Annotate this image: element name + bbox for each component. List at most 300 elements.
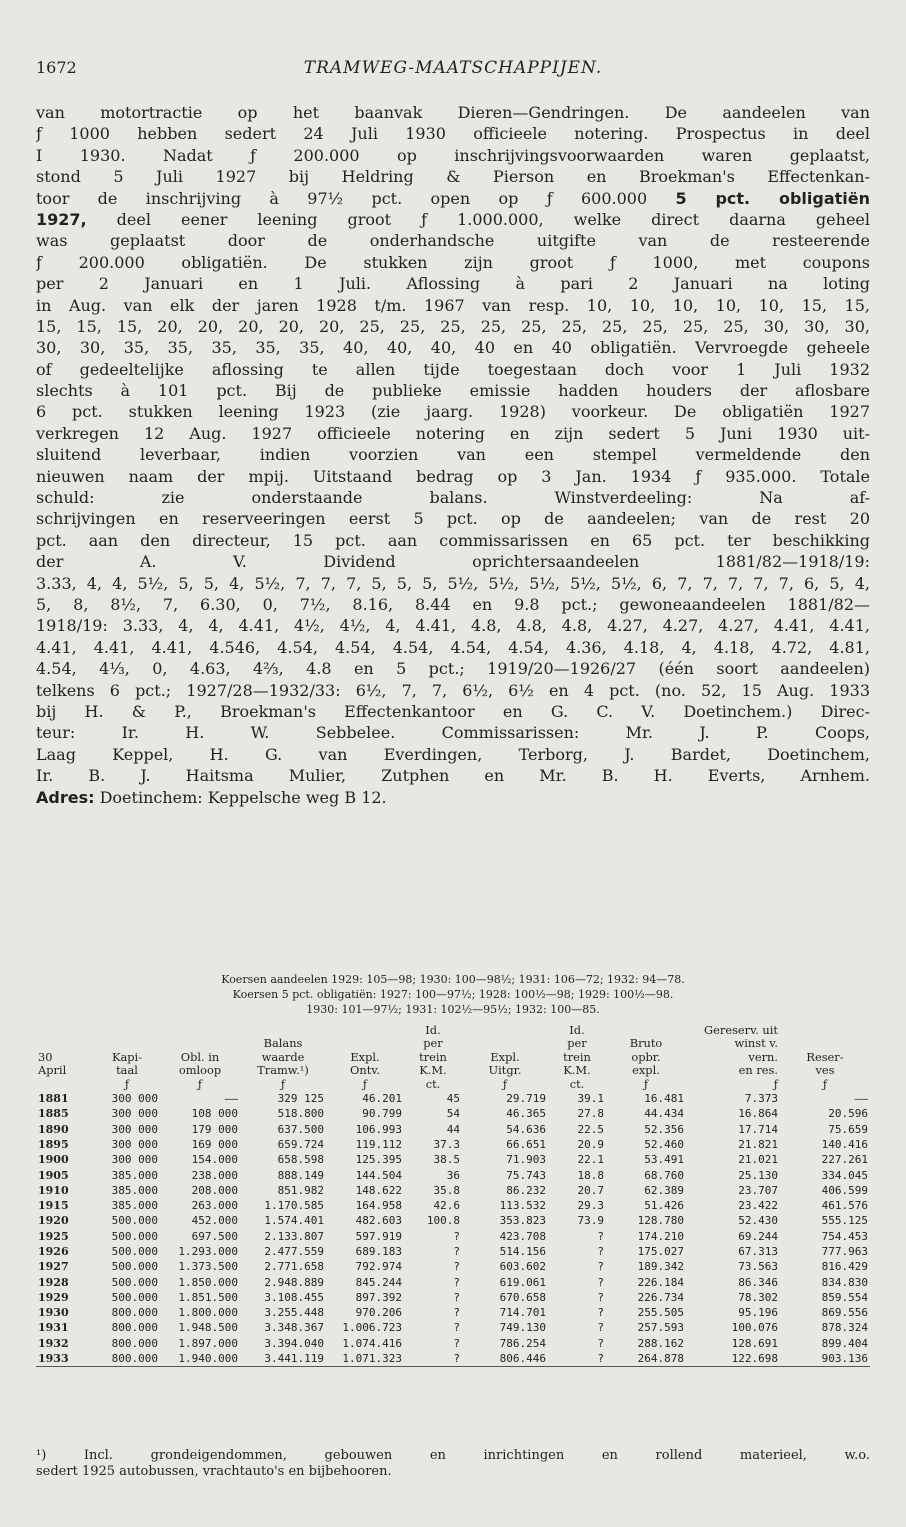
table-cell: 75.743 <box>506 1168 546 1182</box>
table-cell: 164.958 <box>355 1199 402 1213</box>
column-header: trein <box>563 1050 591 1064</box>
table-cell: 406.599 <box>821 1183 868 1197</box>
table-cell: 300 000 <box>111 1122 158 1136</box>
table-cell: 3.441.119 <box>240 1351 326 1367</box>
column-header <box>326 1024 404 1037</box>
page-number: 1672 <box>36 58 77 77</box>
column-header <box>462 1037 548 1050</box>
footnote <box>36 1448 870 1480</box>
year-cell: 1929 <box>38 1290 69 1304</box>
table-cell: 108 000 <box>191 1107 238 1121</box>
text-line: slechts à 101 pct. Bij de publieke emissie hadden houders der aflosbare <box>36 381 870 401</box>
table-cell: 816.429 <box>821 1260 868 1274</box>
column-header: K.M. <box>563 1064 591 1078</box>
table-cell: 423.708 <box>499 1229 546 1243</box>
statistics-table <box>36 1024 870 1367</box>
column-header: ct. <box>425 1077 441 1091</box>
column-header <box>94 1037 160 1050</box>
table-cell: 227.261 <box>821 1153 868 1167</box>
text-line: der A. V. Dividend oprichtersaandeelen 1881/82—1918/19: <box>36 552 870 572</box>
table-cell: 385.000 <box>111 1168 158 1182</box>
table-cell: 148.622 <box>355 1183 402 1197</box>
text-line: teur: Ir. H. W. Sebbelee. Commissarissen: Mr. J. P. Coops, <box>36 723 870 743</box>
table-cell: 3.108.455 <box>264 1290 324 1304</box>
table-cell: 86.346 <box>738 1275 778 1289</box>
column-header: Ontv. <box>350 1064 380 1078</box>
table-cell: 353.823 <box>499 1214 546 1228</box>
table-cell: 851.982 <box>277 1183 324 1197</box>
table-cell: 263.000 <box>191 1199 238 1213</box>
table-cell: 100.8 <box>426 1214 460 1228</box>
table-cell: 970.206 <box>355 1306 402 1320</box>
table-cell: 3.348.367 <box>264 1321 324 1335</box>
body-text <box>36 102 870 808</box>
year-cell: 1933 <box>36 1351 94 1367</box>
table-cell: 238.000 <box>191 1168 238 1182</box>
column-header <box>780 1024 870 1037</box>
table-cell: 689.183 <box>355 1245 402 1258</box>
table-cell: 128.780 <box>637 1214 684 1228</box>
text-segment: deel eener leening groot ƒ 1.000.000, welke direct daarna geheel <box>116 209 870 229</box>
table-cell: 255.505 <box>637 1306 684 1320</box>
address-line <box>36 787 870 808</box>
table-row <box>36 1259 870 1274</box>
column-header: Bruto <box>629 1037 663 1051</box>
table-cell: 1.800.000 <box>178 1306 238 1320</box>
table-row <box>36 1244 870 1259</box>
table-cell: 300 000 <box>111 1137 158 1151</box>
table-row <box>36 1198 870 1213</box>
column-header: Id. <box>425 1024 441 1037</box>
table-cell: 800.000 <box>111 1336 158 1350</box>
table-cell: 514.156 <box>499 1245 546 1258</box>
table-cell: 670.658 <box>499 1290 546 1304</box>
table-cell: 54.636 <box>506 1122 546 1136</box>
column-header: vern. <box>748 1050 778 1064</box>
table-cell: 518.800 <box>277 1107 324 1121</box>
table-cell: 20.7 <box>577 1183 604 1197</box>
table-cell: ? <box>597 1245 604 1258</box>
table-cell: 17.714 <box>738 1122 778 1136</box>
text-segment: toor de inschrijving à 97½ pct. open op ƒ 600.000 <box>36 188 648 208</box>
table-cell: 845.244 <box>355 1275 402 1289</box>
table-cell: 16.481 <box>644 1092 684 1106</box>
table-cell: 174.210 <box>637 1229 684 1243</box>
page-header <box>36 58 870 88</box>
column-header: Expl. <box>490 1050 520 1064</box>
table-cell: 22.5 <box>577 1122 604 1136</box>
table-cell: 869.556 <box>821 1306 868 1320</box>
table-cell: ? <box>453 1321 460 1335</box>
table-cell: ? <box>453 1290 460 1304</box>
table-cell: 68.760 <box>644 1168 684 1182</box>
year-cell: 1910 <box>38 1183 69 1197</box>
table-cell: 300 000 <box>111 1153 158 1167</box>
table-row <box>36 1091 870 1106</box>
column-header <box>780 1037 870 1050</box>
table-row <box>36 1106 870 1121</box>
table-cell: 264.878 <box>606 1351 686 1367</box>
table-cell: 21.021 <box>738 1153 778 1167</box>
table-cell: ? <box>548 1351 606 1367</box>
column-header: winst v. <box>734 1037 778 1051</box>
table-body <box>36 1091 870 1367</box>
text-line: 1918/19: 3.33, 4, 4, 4.41, 4½, 4½, 4, 4.41, 4.8, 4.8, 4.8, 4.27, 4.27, 4.27, 4.41, 4.41, <box>36 616 870 636</box>
table-cell: 658.598 <box>277 1153 324 1167</box>
table-cell: 16.864 <box>738 1107 778 1121</box>
table-row <box>36 1336 870 1351</box>
table-cell: 300 000 <box>111 1092 158 1106</box>
table-cell: 29.3 <box>577 1199 604 1213</box>
year-cell: 1930 <box>38 1306 69 1320</box>
address-text: Doetinchem: Keppelsche weg B 12. <box>99 787 387 807</box>
table-cell: 897.392 <box>355 1290 402 1304</box>
table-cell: 44 <box>446 1122 460 1136</box>
table-cell: 23.422 <box>738 1199 778 1213</box>
table-cell: 42.6 <box>433 1199 460 1213</box>
table-cell: 62.389 <box>644 1183 684 1197</box>
column-header: Expl. <box>350 1050 380 1064</box>
table-cell: 482.603 <box>355 1214 402 1228</box>
year-cell: 1885 <box>38 1107 69 1121</box>
table-cell: 500.000 <box>111 1214 158 1228</box>
table-cell: 1.293.000 <box>178 1245 238 1258</box>
year-cell: 1925 <box>38 1229 69 1243</box>
table-cell: 1.940.000 <box>160 1351 240 1367</box>
table-cell: 749.130 <box>499 1321 546 1335</box>
text-line: schuld: zie onderstaande balans. Winstverdeeling: Na af- <box>36 488 870 508</box>
year-cell: 1881 <box>38 1092 69 1106</box>
year-cell: 1890 <box>38 1122 69 1136</box>
table-row <box>36 1213 870 1228</box>
table-cell: —— <box>854 1092 868 1106</box>
table-cell: 44.434 <box>644 1107 684 1121</box>
text-line: ƒ 200.000 obligatiën. De stukken zijn groot ƒ 1000, met coupons <box>36 252 870 272</box>
table-cell: 603.602 <box>499 1260 546 1274</box>
table-cell: 2.948.889 <box>264 1275 324 1289</box>
column-header: April <box>38 1064 67 1078</box>
table-cell: 52.430 <box>738 1214 778 1228</box>
text-line: verkregen 12 Aug. 1927 officieele notering en zijn sedert 5 Juni 1930 uit- <box>36 423 870 443</box>
table-cell: 1.850.000 <box>178 1275 238 1289</box>
table-cell: 125.395 <box>355 1153 402 1167</box>
table-cell: ? <box>597 1336 604 1350</box>
column-header <box>462 1024 548 1037</box>
table-cell: 637.500 <box>277 1122 324 1136</box>
table-cell: 119.112 <box>355 1137 402 1151</box>
column-header: ƒ <box>773 1077 778 1091</box>
column-header: omloop <box>178 1064 222 1078</box>
column-header: ƒ <box>643 1077 649 1091</box>
table-cell: 27.8 <box>577 1107 604 1121</box>
column-header: Obl. in <box>180 1050 220 1064</box>
column-header: trein <box>419 1050 447 1064</box>
table-cell: 288.162 <box>637 1336 684 1350</box>
table-cell: 78.302 <box>738 1290 778 1304</box>
column-header <box>36 1037 94 1050</box>
text-line: sluitend leverbaar, indien voorzien van een stempel vermeldende den <box>36 445 870 465</box>
text-line: 3.33, 4, 4, 5½, 5, 5, 4, 5½, 7, 7, 7, 5, 5, 5, 5½, 5½, 5½, 5½, 5½, 6, 7, 7, 7, 7, 7, 6, 5, 4, <box>36 573 870 593</box>
text-line: 30, 30, 35, 35, 35, 35, 35, 40, 40, 40, 40 en 40 obligatiën. Vervroegde geheele <box>36 338 870 358</box>
table-cell: 500.000 <box>111 1290 158 1304</box>
table-cell: 189.342 <box>637 1260 684 1274</box>
table-cell: 140.416 <box>821 1137 868 1151</box>
table-cell: 29.719 <box>506 1092 546 1106</box>
column-header: ƒ <box>362 1077 368 1091</box>
column-header: ƒ <box>502 1077 508 1091</box>
bond-year: 1927, <box>36 209 87 229</box>
column-header: Balans <box>263 1037 303 1051</box>
table-cell: 73.9 <box>577 1214 604 1228</box>
table-cell: 35.8 <box>433 1183 460 1197</box>
table-cell: 1.373.500 <box>178 1260 238 1274</box>
table-cell: 46.201 <box>362 1092 402 1106</box>
table-cell: 619.061 <box>499 1275 546 1289</box>
column-header <box>240 1024 326 1037</box>
column-header <box>160 1037 240 1050</box>
table-cell: ? <box>404 1351 462 1367</box>
text-line: bij H. & P., Broekman's Effectenkantoor en G. C. V. Doetinchem.) Direc- <box>36 701 870 721</box>
table-cell: 800.000 <box>111 1321 158 1335</box>
text-line: stond 5 Juli 1927 bij Heldring & Pierson en Broekman's Effectenkan- <box>36 167 870 187</box>
column-header: expl. <box>632 1064 660 1078</box>
table-cell: 1.948.500 <box>178 1321 238 1335</box>
table-cell: 106.993 <box>355 1122 402 1136</box>
table-cell: 385.000 <box>111 1199 158 1213</box>
table-cell: 7.373 <box>744 1092 778 1106</box>
column-header: ƒ <box>822 1077 828 1091</box>
table-cell: 754.453 <box>821 1229 868 1243</box>
table-row <box>36 1137 870 1152</box>
column-header: waarde <box>261 1050 305 1064</box>
table-cell: 113.532 <box>499 1199 546 1213</box>
table-cell: 1.074.416 <box>342 1336 402 1350</box>
table-cell: 100.076 <box>731 1321 778 1335</box>
table-row <box>36 1229 870 1244</box>
table-cell: ? <box>597 1260 604 1274</box>
footnote-line: ¹) Incl. grondeigendommen, gebouwen en inrichtingen en rollend materieel, w.o. <box>36 1448 870 1463</box>
table-cell: 385.000 <box>111 1183 158 1197</box>
table-cell: 1.897.000 <box>178 1336 238 1350</box>
column-header: taal <box>116 1064 138 1078</box>
table-cell: 800.000 <box>111 1306 158 1320</box>
column-header: ves <box>815 1064 835 1078</box>
table-cell: 39.1 <box>577 1092 604 1106</box>
table-cell: 226.184 <box>637 1275 684 1289</box>
year-cell: 1900 <box>38 1153 69 1167</box>
table-cell: 20.9 <box>577 1137 604 1151</box>
text-line: 4.41, 4.41, 4.41, 4.546, 4.54, 4.54, 4.54, 4.54, 4.54, 4.36, 4.18, 4, 4.18, 4.72, 4.81, <box>36 637 870 657</box>
table-cell: ? <box>597 1229 604 1243</box>
text-line: 15, 15, 15, 20, 20, 20, 20, 20, 25, 25, 25, 25, 25, 25, 25, 25, 25, 25, 30, 30, 30, <box>36 316 870 336</box>
table-cell: 21.821 <box>738 1137 778 1151</box>
table-cell: 792.974 <box>355 1260 402 1274</box>
table-cell: ? <box>453 1260 460 1274</box>
table-header-row <box>36 1024 870 1037</box>
column-header: K.M. <box>419 1064 447 1078</box>
text-line: Ir. B. J. Haitsma Mulier, Zutphen en Mr. B. H. Everts, Arnhem. <box>36 766 870 786</box>
table-cell: ? <box>453 1229 460 1243</box>
running-title: TRAMWEG-MAATSCHAPPIJEN. <box>303 58 603 78</box>
table-cell: ? <box>597 1321 604 1335</box>
year-cell: 1905 <box>38 1168 69 1182</box>
table-cell: 500.000 <box>111 1260 158 1274</box>
table-cell: 95.196 <box>738 1306 778 1320</box>
table-cell: 128.691 <box>731 1336 778 1350</box>
table-cell: 46.365 <box>506 1107 546 1121</box>
table-cell: 597.919 <box>355 1229 402 1243</box>
text-line: 4.54, 4⅓, 0, 4.63, 4⅔, 4.8 en 5 pct.; 1919/20—1926/27 (één soort aandeelen) <box>36 659 870 679</box>
table-header-row <box>36 1051 870 1064</box>
table-cell: ? <box>597 1290 604 1304</box>
table-cell: 90.799 <box>362 1107 402 1121</box>
table-cell: 45 <box>446 1092 460 1106</box>
column-header <box>36 1024 94 1037</box>
column-header: ƒ <box>124 1077 130 1091</box>
column-header <box>326 1037 404 1050</box>
price-line: 1930: 101—97½; 1931: 102½—95½; 1932: 100—85. <box>306 1003 600 1016</box>
column-header <box>94 1024 160 1037</box>
table-cell: 69.244 <box>738 1229 778 1243</box>
year-cell: 1915 <box>38 1199 69 1213</box>
table-cell: ? <box>453 1245 460 1258</box>
table-cell: 66.651 <box>506 1137 546 1151</box>
table-row <box>36 1183 870 1198</box>
table-cell: 52.356 <box>644 1122 684 1136</box>
table-cell: 54 <box>446 1107 460 1121</box>
year-cell: 1931 <box>38 1321 69 1335</box>
address-label: Adres: <box>36 787 95 807</box>
year-cell: 1932 <box>38 1336 69 1350</box>
table-row <box>36 1152 870 1167</box>
column-header: en res. <box>738 1064 778 1078</box>
table-cell: 18.8 <box>577 1168 604 1182</box>
table-cell: 67.313 <box>738 1245 778 1258</box>
table-cell: 226.734 <box>637 1290 684 1304</box>
table-cell: —— <box>224 1092 238 1106</box>
column-header: Uitgr. <box>488 1064 522 1078</box>
table-cell: 329 125 <box>277 1092 324 1106</box>
table-cell: 2.133.807 <box>264 1229 324 1243</box>
table-cell: 800.000 <box>94 1351 160 1367</box>
column-header: per <box>423 1037 443 1051</box>
table-cell: 500.000 <box>111 1229 158 1243</box>
table-cell: 154.000 <box>191 1153 238 1167</box>
table-cell: 144.504 <box>355 1168 402 1182</box>
table-cell: 899.404 <box>821 1336 868 1350</box>
table-row <box>36 1122 870 1137</box>
table-cell: 334.045 <box>821 1168 868 1182</box>
column-header: Kapi- <box>111 1050 143 1064</box>
text-line: per 2 Januari en 1 Juli. Aflossing à pari 2 Januari na loting <box>36 274 870 294</box>
table-cell: ? <box>453 1275 460 1289</box>
table-cell: 452.000 <box>191 1214 238 1228</box>
table-cell: 73.563 <box>738 1260 778 1274</box>
text-line: of gedeeltelijke aflossing te allen tijde toegestaan doch voor 1 Juli 1932 <box>36 359 870 379</box>
text-line: I 1930. Nadat ƒ 200.000 op inschrijvingsvoorwaarden waren geplaatst, <box>36 145 870 165</box>
table-cell: 1.851.500 <box>178 1290 238 1304</box>
table-cell: 659.724 <box>277 1137 324 1151</box>
text-line: van motortractie op het baanvak Dieren—Gendringen. De aandeelen van <box>36 103 870 122</box>
table-cell: 834.830 <box>821 1275 868 1289</box>
table-cell: 1.574.401 <box>264 1214 324 1228</box>
table-cell: 878.324 <box>821 1321 868 1335</box>
table-cell: 25.130 <box>738 1168 778 1182</box>
table-cell: 175.027 <box>637 1245 684 1258</box>
column-header: per <box>567 1037 587 1051</box>
table-row <box>36 1305 870 1320</box>
table-cell: 1.006.723 <box>342 1321 402 1335</box>
table-row <box>36 1275 870 1290</box>
table-row <box>36 1351 870 1367</box>
text-line: telkens 6 pct.; 1927/28—1932/33: 6½, 7, 7, 6½, 6½ en 4 pct. (no. 52, 15 Aug. 1933 <box>36 680 870 700</box>
text-line <box>36 209 870 230</box>
bond-heading: 5 pct. obligatiën <box>675 188 870 208</box>
table-cell: 903.136 <box>780 1351 870 1367</box>
table-cell: 257.593 <box>637 1321 684 1335</box>
table-cell: 75.659 <box>828 1122 868 1136</box>
table-cell: 169 000 <box>191 1137 238 1151</box>
table-header-row <box>36 1037 870 1050</box>
column-header: ƒ <box>197 1077 203 1091</box>
price-line: Koersen aandeelen 1929: 105—98; 1930: 100—98½; 1931: 106—72; 1932: 94—78. <box>221 973 685 986</box>
year-cell: 1895 <box>38 1137 69 1151</box>
year-cell: 1927 <box>38 1260 69 1274</box>
column-header <box>36 1078 94 1091</box>
year-cell: 1928 <box>38 1275 69 1289</box>
table-cell: 122.698 <box>686 1351 780 1367</box>
table-cell: 71.903 <box>506 1153 546 1167</box>
table-cell: 52.460 <box>644 1137 684 1151</box>
footnote-line: sedert 1925 autobussen, vrachtauto's en bijbehooren. <box>36 1464 392 1479</box>
table-cell: ? <box>597 1275 604 1289</box>
column-header <box>606 1024 686 1037</box>
table-cell: 786.254 <box>499 1336 546 1350</box>
text-line: pct. aan den directeur, 15 pct. aan commissarissen en 65 pct. ter beschikking <box>36 530 870 550</box>
table-cell: ? <box>597 1306 604 1320</box>
table-cell: 208.000 <box>191 1183 238 1197</box>
table-cell: 300 000 <box>111 1107 158 1121</box>
table-row <box>36 1168 870 1183</box>
table-cell: 20.596 <box>828 1107 868 1121</box>
table-cell: 53.491 <box>644 1153 684 1167</box>
table-cell: ? <box>453 1336 460 1350</box>
column-header: 30 <box>38 1050 53 1064</box>
column-header: Id. <box>569 1024 585 1037</box>
table-cell: 86.232 <box>506 1183 546 1197</box>
table-cell: 777.963 <box>821 1245 868 1258</box>
table-header <box>36 1024 870 1091</box>
table-cell: 38.5 <box>433 1153 460 1167</box>
table-cell: 555.125 <box>821 1214 868 1228</box>
price-line: Koersen 5 pct. obligatiën: 1927: 100—97½; 1928: 100½—98; 1929: 100½—98. <box>232 988 674 1001</box>
text-line: nieuwen naam der mpij. Uitstaand bedrag op 3 Jan. 1934 ƒ 935.000. Totale <box>36 466 870 486</box>
table-row <box>36 1320 870 1335</box>
text-line <box>36 188 870 209</box>
table-cell: 859.554 <box>821 1290 868 1304</box>
table-cell: 36 <box>446 1168 460 1182</box>
text-line: 6 pct. stukken leening 1923 (zie jaarg. 1928) voorkeur. De obligatiën 1927 <box>36 402 870 422</box>
table-cell: 714.701 <box>499 1306 546 1320</box>
table-cell: 179 000 <box>191 1122 238 1136</box>
column-header: ƒ <box>280 1077 286 1091</box>
table-cell: ? <box>453 1306 460 1320</box>
table-cell: 1.170.585 <box>264 1199 324 1213</box>
table-cell: 461.576 <box>821 1199 868 1213</box>
text-line: 5, 8, 8½, 7, 6.30, 0, 7½, 8.16, 8.44 en 9.8 pct.; gewoneaandeelen 1881/82— <box>36 594 870 614</box>
table-cell: 1.071.323 <box>326 1351 404 1367</box>
table-cell: 3.255.448 <box>264 1306 324 1320</box>
